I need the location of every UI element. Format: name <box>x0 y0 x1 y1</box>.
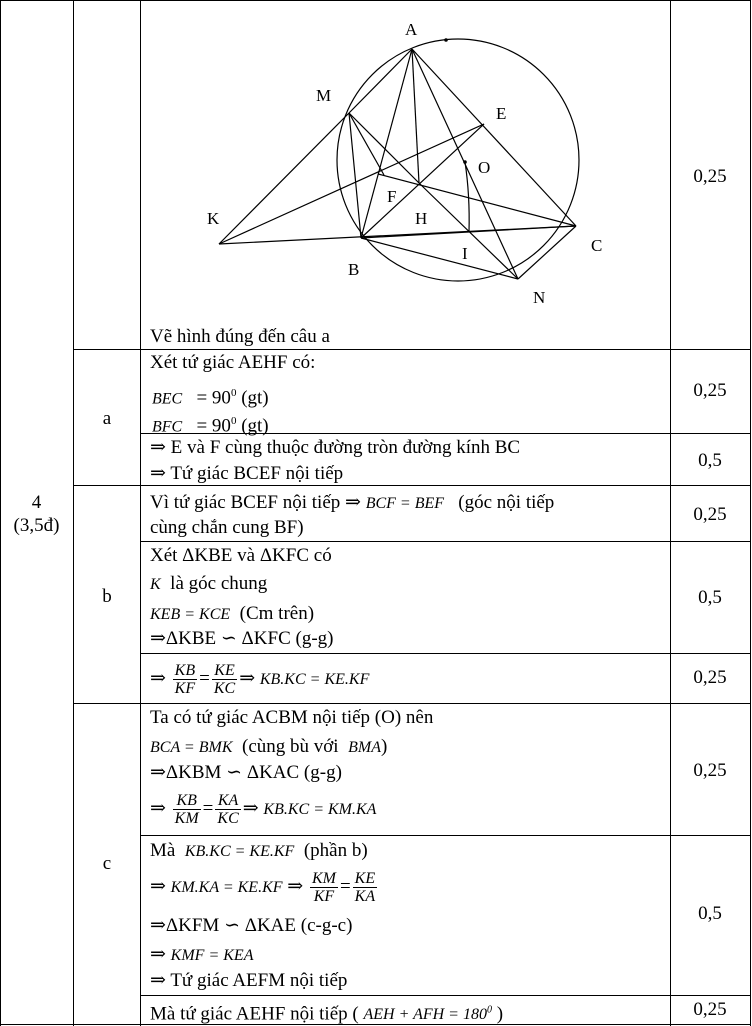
part-b-fraction-line: ⇒ $\frac{KB}{KF}$ = $\frac{KE}{KC}$ ⇒ KB.KC = KE.KF <box>150 662 370 698</box>
part-c-line: ⇒ KMF = KEA <box>150 944 254 965</box>
label-i: I <box>462 244 468 263</box>
part-c-fraction-line: ⇒ $\frac{KB}{KM}$ = $\frac{KA}{KC}$ ⇒ KB.KC = KM.KA <box>150 792 377 828</box>
score-c-3: 0,25 <box>693 999 727 1020</box>
part-c-fraction-line: ⇒ KM.KA = KE.KF ⇒ $\frac{KM}{KF}$ = $\frac{KE}{KA}$ <box>150 870 376 906</box>
label-f: F <box>387 187 397 206</box>
row-divider <box>140 835 751 836</box>
table-border-right <box>750 0 751 1026</box>
part-a-math-line: BEC = $90^0$ (gt) <box>152 387 269 409</box>
row-divider <box>140 653 751 654</box>
circle-o <box>337 39 579 281</box>
question-points: (3,5đ) <box>13 515 60 536</box>
score-c-1: 0,25 <box>693 760 727 781</box>
label-m: M <box>316 86 332 105</box>
row-divider <box>73 349 751 350</box>
row-divider <box>140 995 751 996</box>
row-divider <box>140 541 751 542</box>
geometry-figure <box>141 1 670 326</box>
part-c-line: ⇒ΔKFM ∽ ΔKAE (c-g-c) <box>150 915 353 936</box>
label-k: K <box>207 209 220 228</box>
part-c-label: c <box>102 853 112 874</box>
question-number: 4 <box>31 492 42 513</box>
part-a-label: a <box>102 408 112 429</box>
label-a: A <box>405 20 418 39</box>
label-c: C <box>591 236 603 255</box>
score-figure: 0,25 <box>693 166 727 187</box>
part-c-line: ⇒ΔKBM ∽ ΔKAC (g-g) <box>150 762 342 783</box>
label-o: O <box>478 158 491 177</box>
part-b-line: ⇒ΔKBE ∽ ΔKFC (g-g) <box>150 628 334 649</box>
row-divider <box>73 703 751 704</box>
part-b-line: KEB = KCE (Cm trên) <box>150 603 315 624</box>
score-c-2: 0,5 <box>698 903 722 924</box>
part-b-line: K là góc chung <box>150 573 268 594</box>
part-c-line: ⇒ Tứ giác AEFM nội tiếp <box>150 970 348 991</box>
part-c-line: BCA = BMK (cùng bù với BMA) <box>150 736 388 757</box>
label-b: B <box>348 260 360 279</box>
score-b-3: 0,25 <box>693 667 727 688</box>
part-a-math-line: BFC = $90^0$ (gt) <box>152 415 269 437</box>
part-a-line: ⇒ Tứ giác BCEF nội tiếp <box>150 463 344 484</box>
part-b-line: Xét ΔKBE và ΔKFC có <box>150 545 332 566</box>
part-a-line: Xét tứ giác AEHF có: <box>150 352 316 373</box>
score-b-2: 0,5 <box>698 587 722 608</box>
part-b-label: b <box>102 586 112 607</box>
score-a-2: 0,5 <box>698 450 722 471</box>
label-e: E <box>496 104 507 123</box>
score-b-1: 0,25 <box>693 504 727 525</box>
label-h: H <box>415 209 428 228</box>
part-c-line: Ta có tứ giác ACBM nội tiếp (O) nên <box>150 707 434 728</box>
part-a-line: ⇒ E và F cùng thuộc đường tròn đường kính BC <box>150 437 521 458</box>
figure-caption: Vẽ hình đúng đến câu a <box>150 326 330 347</box>
score-a-1: 0,25 <box>693 380 727 401</box>
part-b-line: cùng chắn cung BF) <box>150 517 304 538</box>
part-c-line: Mà tứ giác AEHF nội tiếp ( AEH + AFH = $180^0$ ) <box>150 1003 504 1025</box>
label-n: N <box>533 288 546 307</box>
part-b-line: Vì tứ giác BCEF nội tiếp ⇒ BCF = BEF (góc nội tiếp <box>150 492 555 513</box>
row-divider <box>73 485 751 486</box>
part-c-line: Mà KB.KC = KE.KF (phần b) <box>150 840 368 861</box>
